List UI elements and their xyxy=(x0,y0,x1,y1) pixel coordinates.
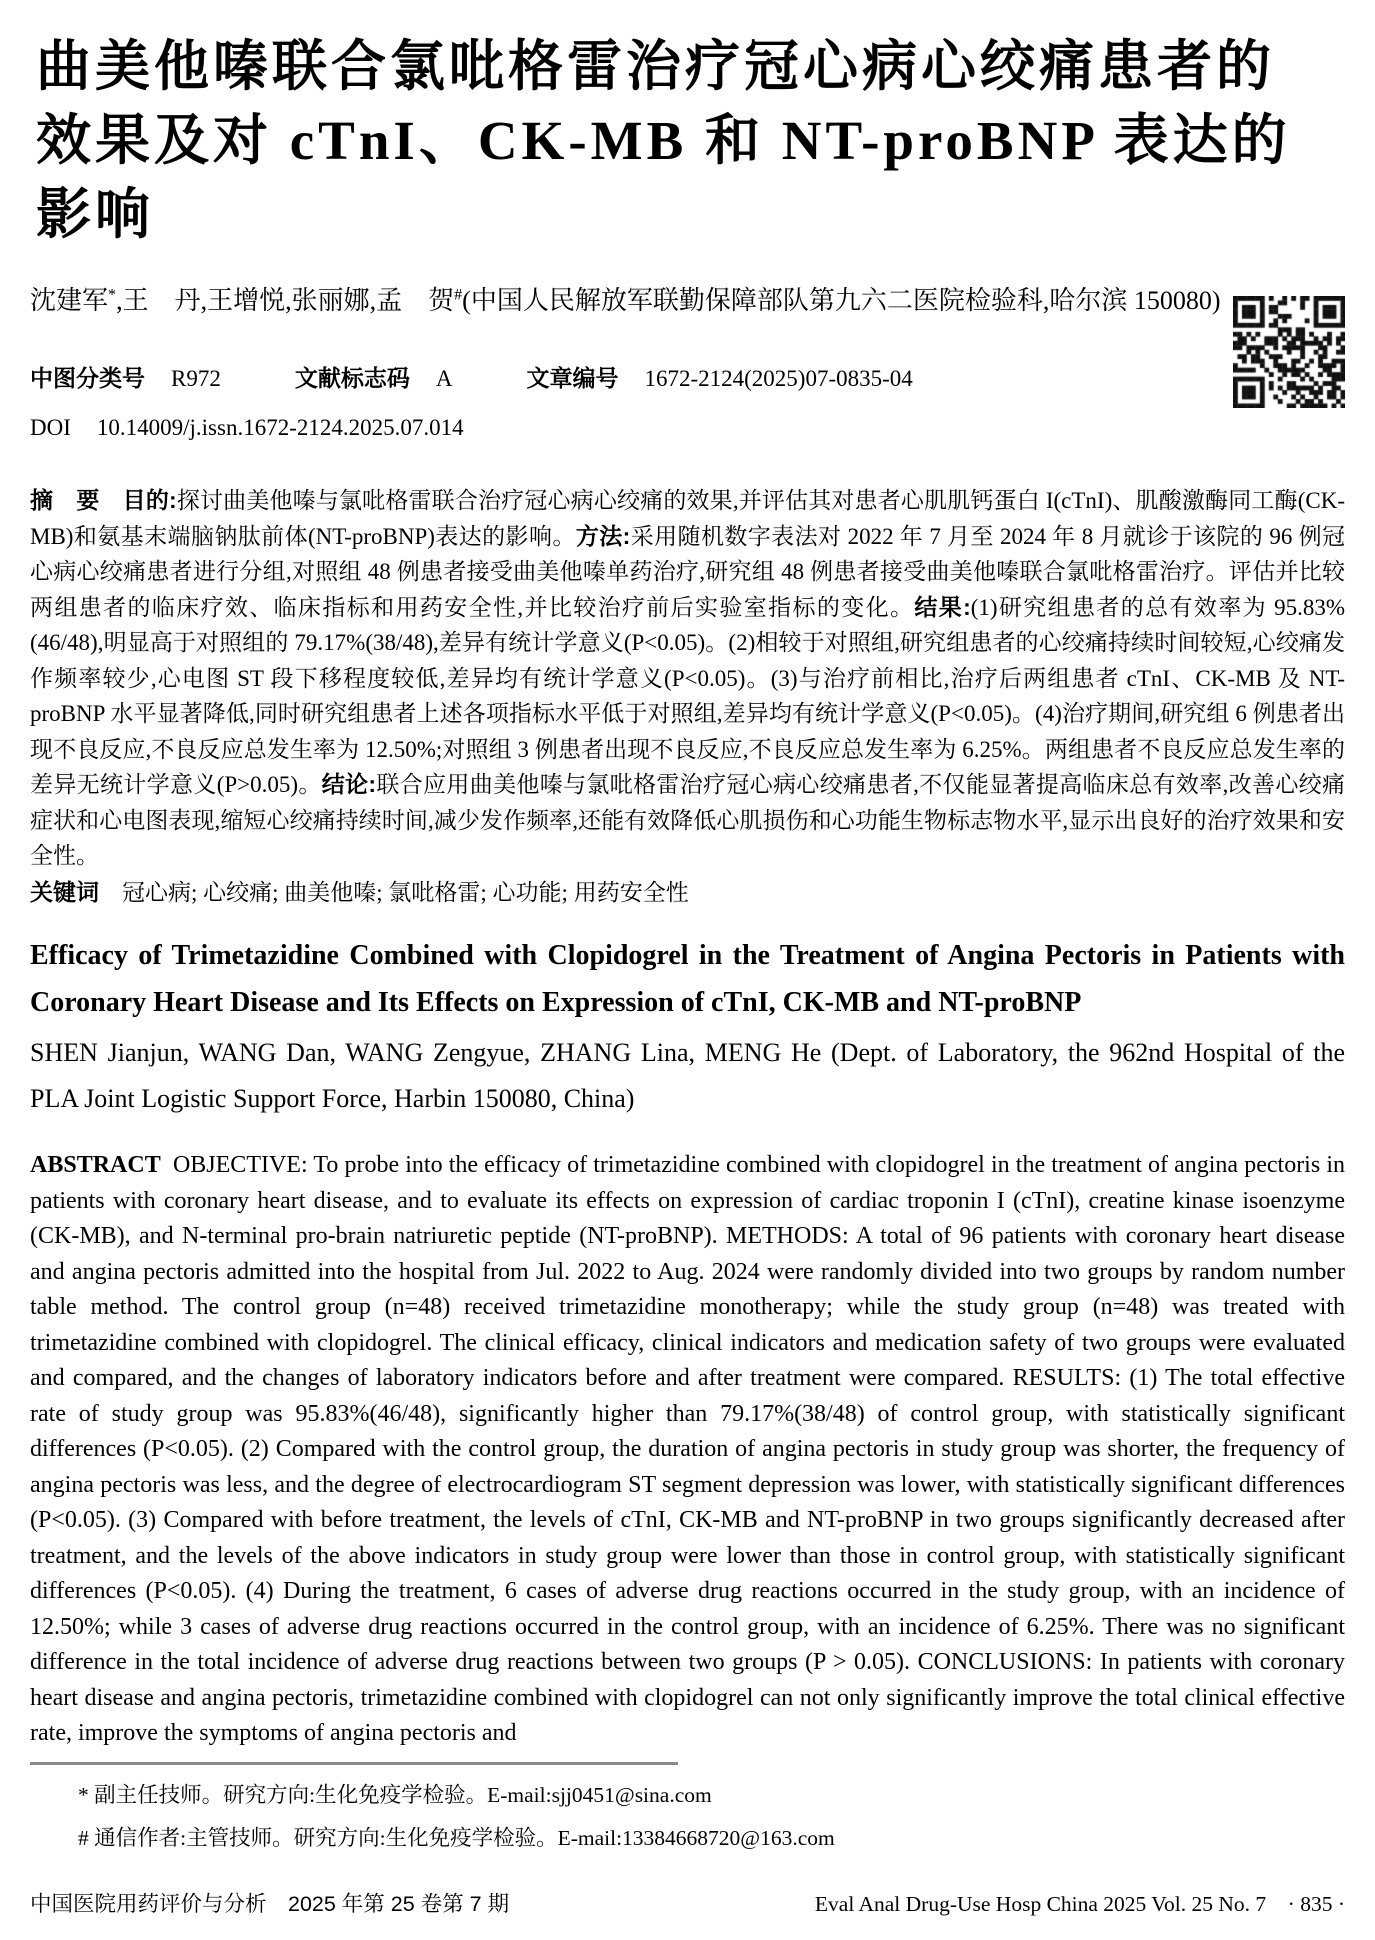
doi-row xyxy=(30,415,1345,441)
footnotes xyxy=(30,1777,1345,1857)
footnote-first-author: * 副主任技师。研究方向:生化免疫学检验。E-mail:sjj0451@sina.com xyxy=(78,1782,712,1807)
abstract-cn xyxy=(30,483,1345,874)
doc-code-value: A xyxy=(435,366,453,391)
article-id-value: 1672-2124(2025)07-0835-04 xyxy=(644,366,913,391)
abstract-objective-heading-en: OBJECTIVE: xyxy=(172,1152,308,1178)
abstract-methods-heading-en: METHODS: xyxy=(726,1223,849,1249)
abstract-conclusions-text-en: In patients with coronary heart disease and angina pectoris, trimetazidine combined with clopidogrel can not only significantly improve the total clinical effective rate, improve the symptoms of angina pectoris and xyxy=(30,1649,1346,1746)
article-title-cn-line2: 效果及对 cTnI、CK-MB 和 NT-proBNP 表达的影响 xyxy=(36,110,1291,245)
keywords-label: 关键词 xyxy=(30,878,99,905)
author-names: ,王 丹,王增悦,张丽娜,孟 贺 xyxy=(116,286,455,315)
abstract-objective-text-en: To probe into the efficacy of trimetazidine combined with clopidogrel in the treatment of angina pectoris in patients with coronary heart disease, and to evaluate its effects on expression of cardiac troponin I (cTnI), creatine kinase isoenzyme (CK-MB), and N-terminal pro-brain natriuretic peptide (NT-proBNP). xyxy=(30,1152,1345,1249)
journal-name-cn: 中国医院用药评价与分析 2025 年第 25 卷第 7 期 xyxy=(30,1892,510,1916)
footnote-corresponding-author: # 通信作者:主管技师。研究方向:生化免疫学检验。E-mail:13384668720@163.com xyxy=(78,1825,835,1850)
page-footer xyxy=(30,1887,1345,1918)
author-name: 沈建军 xyxy=(30,286,109,315)
journal-name-en-page-number: Eval Anal Drug-Use Hosp China 2025 Vol. 25 No. 7 · 835 · xyxy=(814,1892,1345,1916)
author-footnote-marker: * xyxy=(108,286,117,304)
abstract-conclusion-text-cn: 联合应用曲美他嗪与氯吡格雷治疗冠心病心绞痛患者,不仅能显著提高临床总有效率,改善心绞痛症状和心电图表现,缩短心绞痛持续时间,减少发作频率,还能有效降低心肌损伤和心功能生物标志物水平,显示出良好的治疗效果和安全性。 xyxy=(30,772,1345,868)
abstract-methods-text-en: A total of 96 patients with coronary heart disease and angina pectoris admitted into the hospital from Jul. 2022 to Aug. 2024 were randomly divided into two groups by random number table method. The control group (n=48) received trimetazidine monotherapy; while the study group (n=48) was treated with trimetazidine combined with clopidogrel. The clinical efficacy, clinical indicators and medication safety of two groups were evaluated and compared, and the changes of laboratory indicators before and after treatment were compared. xyxy=(30,1223,1345,1391)
abstract-methods-text-cn: 采用随机数字表法对 2022 年 7 月至 2024 年 8 月就诊于该院的 96 例冠心病心绞痛患者进行分组,对照组 48 例患者接受曲美他嗪单药治疗,研究组 48 例患者接受曲美他嗪联合氯吡格雷治疗。评估并比较两组患者的临床疗效、临床指标和用药安全性,并比较治疗前后实验室指标的变化。 xyxy=(30,523,1345,620)
abstract-cn-label: 摘 要 xyxy=(30,487,100,513)
corresponding-author-marker: # xyxy=(454,286,463,304)
article-title-cn-line1: 曲美他嗪联合氯吡格雷治疗冠心病心绞痛患者的 xyxy=(36,36,1276,97)
doc-code-label: 文献标志码 xyxy=(294,365,410,391)
abstract-conclusions-heading-en: CONCLUSIONS: xyxy=(917,1649,1093,1675)
footnote-divider xyxy=(30,1762,678,1765)
classification-row xyxy=(30,360,1345,393)
authors-cn xyxy=(30,276,1345,326)
abstract-conclusion-heading-cn: 结论: xyxy=(321,771,377,797)
abstract-en xyxy=(30,1148,1345,1752)
authors-en: SHEN Jianjun, WANG Dan, WANG Zengyue, ZHANG Lina, MENG He (Dept. of Laboratory, the 962nd Hospital of the PLA Joint Logistic Support Force, Harbin 150080, China) xyxy=(30,1038,1345,1113)
article-meta xyxy=(30,360,1345,441)
abstract-results-text-en: (1) The total effective rate of study group was 95.83%(46/48), significantly higher than 79.17%(38/48) of control group, with statistically significant differences (P<0.05). (2) Compared with the control group, the duration of angina pectoris in study group was shorter, the frequency of angina pectoris was less, and the degree of electrocardiogram ST segment depression was lower, with statistically significant differences (P<0.05). (3) Compared with before treatment, the levels of cTnI, CK-MB and NT-proBNP in two groups significantly decreased after treatment, and the levels of the above indicators in study group were lower than those in control group, with statistically significant differences (P<0.05). (4) During the treatment, 6 cases of adverse drug reactions occurred in the study group, with an incidence of 12.50%; while 3 cases of adverse drug reactions occurred in the control group, with an incidence of 6.25%. There was no significant difference in the total incidence of adverse drug reactions between two groups (P > 0.05). xyxy=(30,1365,1345,1675)
abstract-results-heading-cn: 结果: xyxy=(914,593,971,620)
clc-label: 中图分类号 xyxy=(30,365,145,391)
article-title-en: Efficacy of Trimetazidine Combined with Clopidogrel in the Treatment of Angina Pectoris in Patients with Coronary Heart Disease and Its Effects on Expression of cTnI, CK-MB and NT-proBNP xyxy=(30,940,1345,1018)
article-title-cn xyxy=(36,30,1345,252)
abstract-results-heading-en: RESULTS: xyxy=(1012,1365,1122,1391)
clc-value: R972 xyxy=(171,366,221,391)
affiliation-cn: (中国人民解放军联勤保障部队第九六二医院检验科,哈尔滨 150080) xyxy=(462,286,1221,315)
abstract-methods-heading-cn: 方法: xyxy=(575,522,631,549)
qr-code xyxy=(1233,296,1345,408)
abstract-results-text-cn: (1)研究组患者的总有效率为 95.83%(46/48),明显高于对照组的 79.17%(38/48),差异有统计学意义(P<0.05)。(2)相较于对照组,研究组患者的心绞痛持续时间较短,心绞痛发作频率较少,心电图 ST 段下移程度较低,差异均有统计学意义(P<0.05)。(3)与治疗前相比,治疗后两组患者 cTnI、CK-MB 及 NT-proBNP 水平显著降低,同时研究组患者上述各项指标水平低于对照组,差异均有统计学意义(P<0.05)。(4)治疗期间,研究组 6 例患者出现不良反应,不良反应总发生率为 12.50%;对照组 3 例患者出现不良反应,不良反应总发生率为 6.25%。两组患者不良反应总发生率的差异无统计学意义(P>0.05)。 xyxy=(30,594,1346,797)
abstract-en-label: ABSTRACT xyxy=(30,1152,161,1178)
doi-label: DOI xyxy=(30,415,71,440)
article-id-label: 文章编号 xyxy=(526,365,619,391)
abstract-objective-heading-cn: 目的: xyxy=(122,487,177,513)
keywords-cn xyxy=(30,875,1345,911)
keywords-text: 冠心病; 心绞痛; 曲美他嗪; 氯吡格雷; 心功能; 用药安全性 xyxy=(122,879,689,905)
abstract-objective-text-cn: 探讨曲美他嗪与氯吡格雷联合治疗冠心病心绞痛的效果,并评估其对患者心肌肌钙蛋白 I(cTnI)、肌酸激酶同工酶(CK-MB)和氨基末端脑钠肽前体(NT-proBNP)表达的影响。 xyxy=(30,488,1345,549)
doi-value: 10.14009/j.issn.1672-2124.2025.07.014 xyxy=(96,415,464,440)
